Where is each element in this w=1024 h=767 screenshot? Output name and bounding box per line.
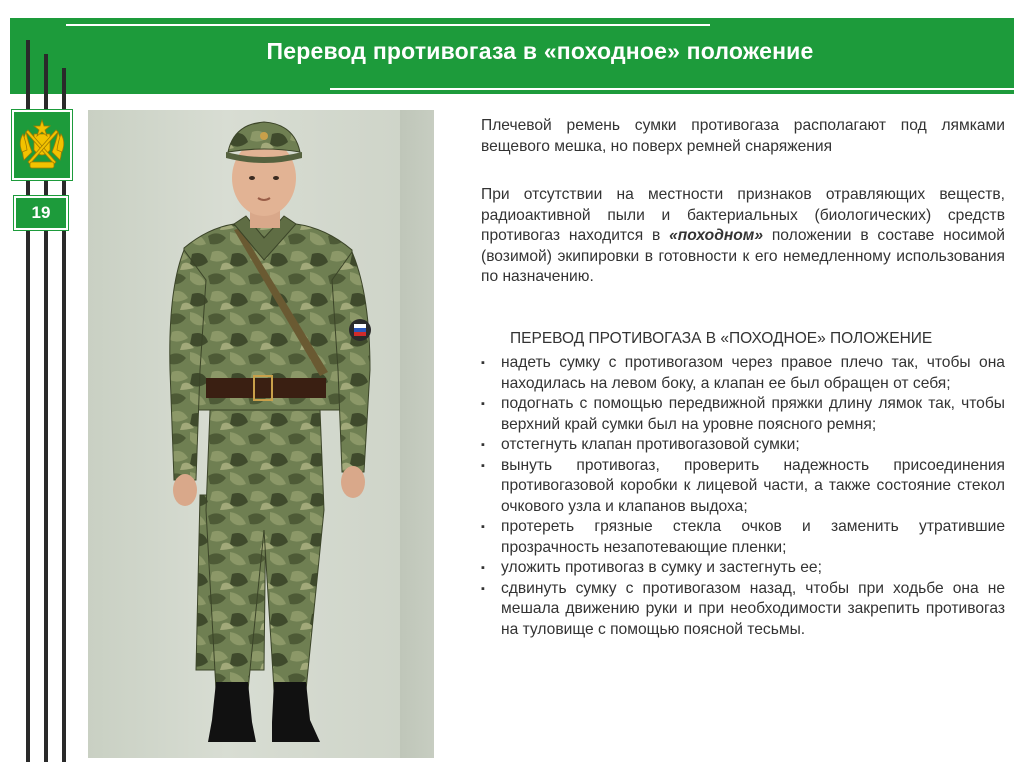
- list-item: [481, 558, 1005, 579]
- page-title: Перевод противогаза в «походное» положение: [266, 38, 814, 64]
- bullet-icon: ▪: [481, 439, 485, 451]
- para2-text-end: положении в составе носимой (возимой) экипировки в готовности к его немедленному использования по назначению.: [481, 227, 1005, 285]
- section-subheading: ПЕРЕВОД ПРОТИВОГАЗА В «ПОХОДНОЕ» ПОЛОЖЕНИЕ: [510, 330, 933, 347]
- soldier-photo: [88, 110, 434, 758]
- steps-list: [481, 353, 1005, 640]
- paragraph-shoulder-strap: [481, 116, 1005, 157]
- list-item: [481, 456, 1005, 518]
- step-text: уложить противогаз в сумку и застегнуть ее;: [501, 559, 822, 576]
- army-emblem-icon: [12, 110, 72, 180]
- para1-text: Плечевой ремень сумки противогаза располагают под лямками вещевого мешка, но поверх ремней снаряжения: [481, 117, 1005, 155]
- bullet-icon: ▪: [481, 459, 485, 472]
- list-item: [481, 435, 1005, 456]
- step-text: сдвинуть сумку с противогазом назад, чтобы при ходьбе она не мешала движению руки и при необходимости закрепить противогаз на туловище с помощью поясной тесьмы.: [501, 579, 1005, 638]
- bullet-icon: ▪: [481, 521, 485, 533]
- bullet-icon: ▪: [481, 562, 485, 574]
- list-item: [481, 353, 1005, 394]
- header-rule-top: [66, 24, 710, 26]
- step-text: отстегнуть клапан противогазовой сумки;: [501, 436, 800, 453]
- header-rule-bottom: [330, 88, 1024, 90]
- bullet-icon: ▪: [481, 398, 485, 410]
- step-text: протереть грязные стекла очков и заменить утратившие прозрачность незапотевающие пленки;: [501, 518, 1005, 556]
- para2-text-start: При отсутствии на местности признаков отравляющих веществ, радиоактивной пыли и бактериальных (биологических) средств противогаз находится в: [481, 186, 1005, 244]
- bullet-icon: ▪: [481, 357, 485, 369]
- paragraph-marching-position: [481, 185, 1005, 288]
- para2-bold-term: «походном»: [669, 227, 763, 244]
- step-text: надеть сумку с противогазом через правое плечо так, чтобы она находилась на левом боку, а клапан ее был обращен от себя;: [501, 354, 1005, 392]
- list-item: [481, 579, 1005, 641]
- page-number: 19: [14, 196, 68, 230]
- soldier-figure: [88, 110, 434, 758]
- list-item: [481, 394, 1005, 435]
- bullet-icon: ▪: [481, 582, 485, 595]
- title-banner: [10, 18, 1014, 94]
- step-text: подогнать с помощью передвижной пряжки длину лямок так, чтобы верхний край сумки был на уровне поясного ремня;: [501, 395, 1005, 433]
- list-item: [481, 517, 1005, 558]
- step-text: вынуть противогаз, проверить надежность присоединения противогазовой коробки к лицевой части, а также состояние стекол очкового узла и клапанов выдоха;: [501, 456, 1005, 515]
